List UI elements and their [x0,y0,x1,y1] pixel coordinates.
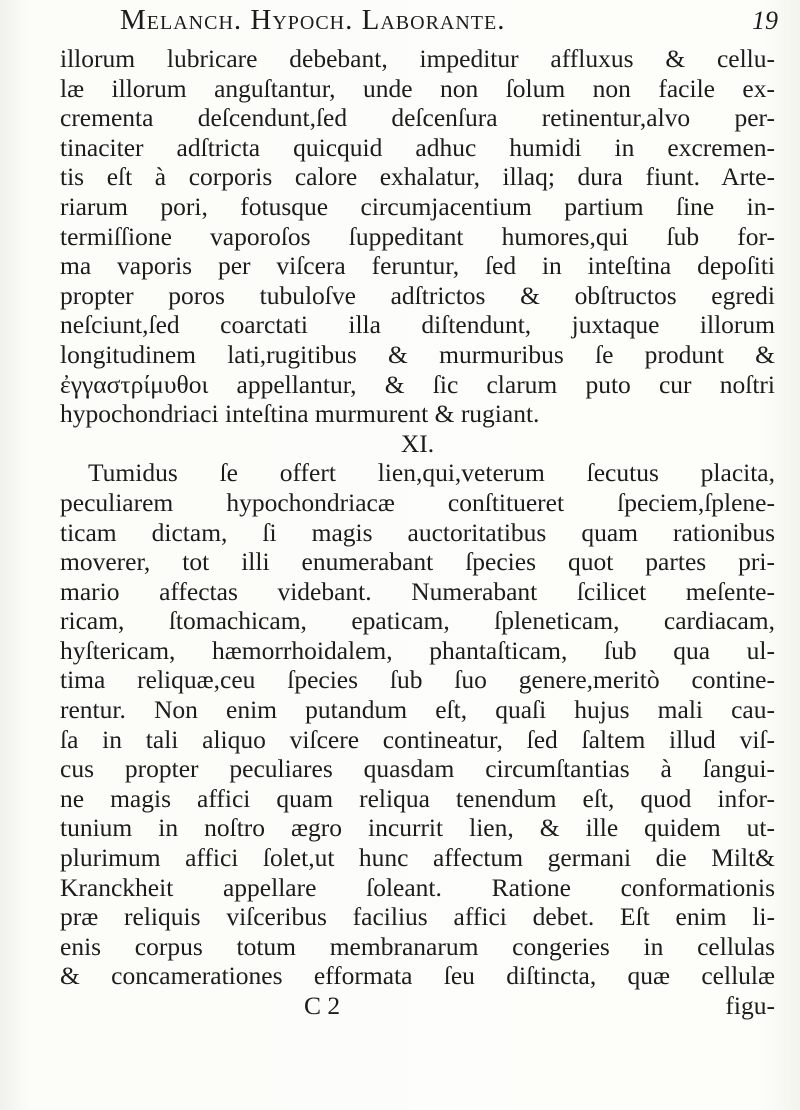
text-line: hyſtericam, hæmorrhoidalem, phantaſticam, ſub qua ul- [60,635,775,665]
text-line: ſa in tali aliquo viſcere contineatur, ſed ſaltem illud viſ- [60,724,775,754]
text-line: Kranckheit appellare ſoleant. Ratione conformationis [60,872,775,902]
section-number: XI. [400,428,435,458]
text-line: neſciunt,ſed coarctati illa diſtendunt, juxtaque illorum [60,310,775,340]
text-line: illorum lubricare debebant, impeditur affluxus & cellu- [60,44,775,73]
text-line: plurimum affici ſolet,ut hunc affectum germani die Milt& [60,843,775,873]
signature-mark: C 2 [304,991,341,1020]
text-line: tunium in noſtro ægro incurrit lien, & ille quidem ut- [60,813,775,843]
paragraph-2 [60,458,775,991]
text-line: præ reliquis viſceribus facilius affici debet. Eſt enim li- [60,902,775,932]
text-line: ne magis affici quam reliqua tenendum eſt, quod infor- [60,783,775,813]
text-line: tinaciter adſtricta quicquid adhuc humidi in excremen- [60,132,775,162]
text-line: crementa deſcendunt,ſed deſcenſura retinentur,alvo per- [60,103,775,133]
text-line: riarum pori, fotusque circumjacentium partium ſine in- [60,191,775,221]
text-line: hypochondriaci inteſtina murmurent & rugiant. [60,399,540,429]
page-footer [60,991,775,1021]
text-line: peculiarem hypochondriacæ conſtitueret ſpeciem,ſplene- [60,487,775,517]
paragraph-1 [60,44,775,429]
text-line: enis corpus totum membranarum congeries in cellulas [60,931,775,961]
text-line: longitudinem lati,rugitibus & murmuribus ſe produnt & [60,339,775,369]
text-line: Tumidus ſe offert lien,qui,veterum ſecutus placita, [88,458,775,488]
body-text [60,44,775,1021]
text-line: termiſſione vaporoſos ſuppeditant humores,qui ſub for- [60,221,775,251]
text-line: ricam, ſtomachicam, epaticam, ſpleneticam, cardiacam, [60,606,775,636]
text-line: cus propter peculiares quasdam circumſtantias à ſangui- [60,754,775,784]
text-line: mario affectas videbant. Numerabant ſcilicet meſente- [60,576,775,606]
text-line: ἐγγαστρίμυθοι appellantur, & ſic clarum puto cur noſtri [60,369,775,399]
text-line: moverer, tot illi enumerabant ſpecies quot partes pri- [60,547,775,577]
text-line: rentur. Non enim putandum eſt, quaſi hujus mali cau- [60,695,775,725]
text-line: tis eſt à corporis calore exhalatur, illaq; dura fiunt. Arte- [60,162,775,192]
text-line: propter poros tubuloſve adſtrictos & obſtructos egredi [60,280,775,310]
text-line: ticam dictam, ſi magis auctoritatibus quam rationibus [60,517,775,547]
running-title: Melanch. Hypoch. Laborante. [120,4,506,36]
text-line: ma vaporis per viſcera feruntur, ſed in inteſtina depoſiti [60,251,775,281]
text-line: tima reliquæ,ceu ſpecies ſub ſuo genere,meritò contine- [60,665,775,695]
catchword: figu- [725,991,775,1020]
text-line: læ illorum anguſtantur, unde non ſolum non facile ex- [60,73,775,103]
text-line: & concamerationes efformata ſeu diſtincta, quæ cellulæ [60,961,775,991]
page-number: 19 [752,6,778,35]
